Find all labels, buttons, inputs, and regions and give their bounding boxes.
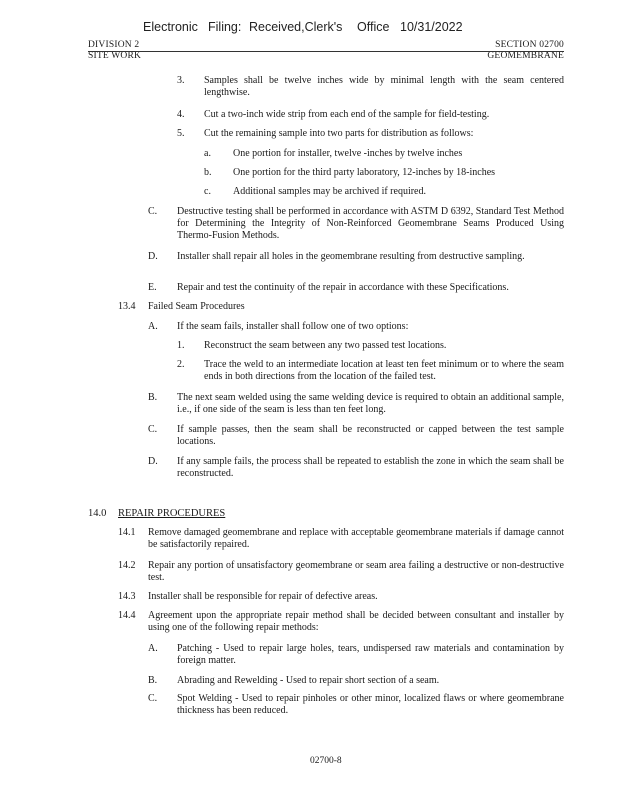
header-section: SECTION 02700 (495, 40, 564, 50)
section-heading: REPAIR PROCEDURES (118, 508, 226, 519)
item-text: Samples shall be twelve inches wide by minimal length with the seam centered lengthwise. (204, 75, 564, 99)
subitem-text: Trace the weld to an intermediate location at least ten feet minimum or to where the seam ends in both directions from the location of the failed test. (204, 359, 564, 383)
item-text: Installer shall repair all holes in the geomembrane resulting from destructive sampling. (177, 251, 525, 262)
section-number: 14.0 (88, 508, 107, 519)
item-label: 4. (177, 109, 185, 120)
item-text: Destructive testing shall be performed in accordance with ASTM D 6392, Standard Test Method for Determining the Integrity of Non-Reinforced Geomembrane Seams Produced Using Thermo-Fusion Methods. (177, 206, 564, 242)
subitem-label: 2. (177, 359, 185, 370)
item-text: Cut the remaining sample into two parts for distribution as follows: (204, 128, 474, 139)
subsection-label: 14.2 (118, 560, 136, 571)
item-text: The next seam welded using the same welding device is required to obtain an additional sample, i.e., if one side of the seam is less than ten feet long. (177, 392, 564, 416)
subitem-text: One portion for the third party laboratory, 12-inches by 18-inches (233, 167, 496, 178)
item-label: C. (148, 206, 158, 217)
item-text: Abrading and Rewelding - Used to repair short section of a seam. (177, 675, 440, 686)
filing-stamp-electronic: Electronic (143, 20, 198, 34)
subsection-label: 14.4 (118, 610, 136, 621)
item-text: Repair and test the continuity of the repair in accordance with these Specifications. (177, 282, 509, 293)
item-label: C. (148, 424, 158, 435)
header-division: DIVISION 2 (88, 40, 140, 50)
item-label: 5. (177, 128, 185, 139)
item-text: Cut a two-inch wide strip from each end of the sample for field-testing. (204, 109, 490, 120)
item-label: 3. (177, 75, 185, 86)
subitem-label: 1. (177, 340, 185, 351)
item-label: A. (148, 643, 158, 654)
filing-stamp-received: Received,Clerk's (249, 20, 343, 34)
item-label: E. (148, 282, 157, 293)
item-label: A. (148, 321, 158, 332)
item-text: Spot Welding - Used to repair pinholes or other minor, localized flaws or where geomembrane thickness has been reduced. (177, 693, 564, 717)
page-number: 02700-8 (310, 756, 342, 766)
subsection-label: 14.1 (118, 527, 136, 538)
item-label: B. (148, 675, 158, 686)
subsection-text: Repair any portion of unsatisfactory geomembrane or seam area failing a destructive or non-destructive test. (148, 560, 564, 584)
subsection-label: 14.3 (118, 591, 136, 602)
subitem-text: Reconstruct the seam between any two passed test locations. (204, 340, 447, 351)
subitem-label: b. (204, 167, 212, 178)
filing-stamp-date: 10/31/2022 (400, 20, 463, 34)
section-title: Failed Seam Procedures (148, 301, 245, 312)
item-label: D. (148, 251, 158, 262)
subsection-text: Installer shall be responsible for repair of defective areas. (148, 591, 378, 602)
subsection-text: Remove damaged geomembrane and replace with acceptable geomembrane materials if damage cannot be satisfactorily repaired. (148, 527, 564, 551)
section-label: 13.4 (118, 301, 136, 312)
subitem-label: a. (204, 148, 211, 159)
item-text: Patching - Used to repair large holes, tears, undispersed raw materials and contamination by foreign matter. (177, 643, 564, 667)
header-rule (88, 51, 564, 52)
item-label: D. (148, 456, 158, 467)
item-label: B. (148, 392, 158, 403)
item-text: If the seam fails, installer shall follow one of two options: (177, 321, 409, 332)
item-label: C. (148, 693, 158, 704)
filing-stamp-filing: Filing: (208, 20, 242, 34)
header-division-title: SITE WORK (88, 51, 142, 61)
item-text: If any sample fails, the process shall be repeated to establish the zone in which the seam shall be reconstructed. (177, 456, 564, 480)
subsection-text: Agreement upon the appropriate repair method shall be decided between consultant and installer by using one of the following repair methods: (148, 610, 564, 634)
subitem-label: c. (204, 186, 211, 197)
header-section-title: GEOMEMBRANE (487, 51, 564, 61)
filing-stamp-office: Office (357, 20, 390, 34)
subitem-text: Additional samples may be archived if required. (233, 186, 426, 197)
subitem-text: One portion for installer, twelve -inches by twelve inches (233, 148, 463, 159)
item-text: If sample passes, then the seam shall be reconstructed or capped between the test sample locations. (177, 424, 564, 448)
